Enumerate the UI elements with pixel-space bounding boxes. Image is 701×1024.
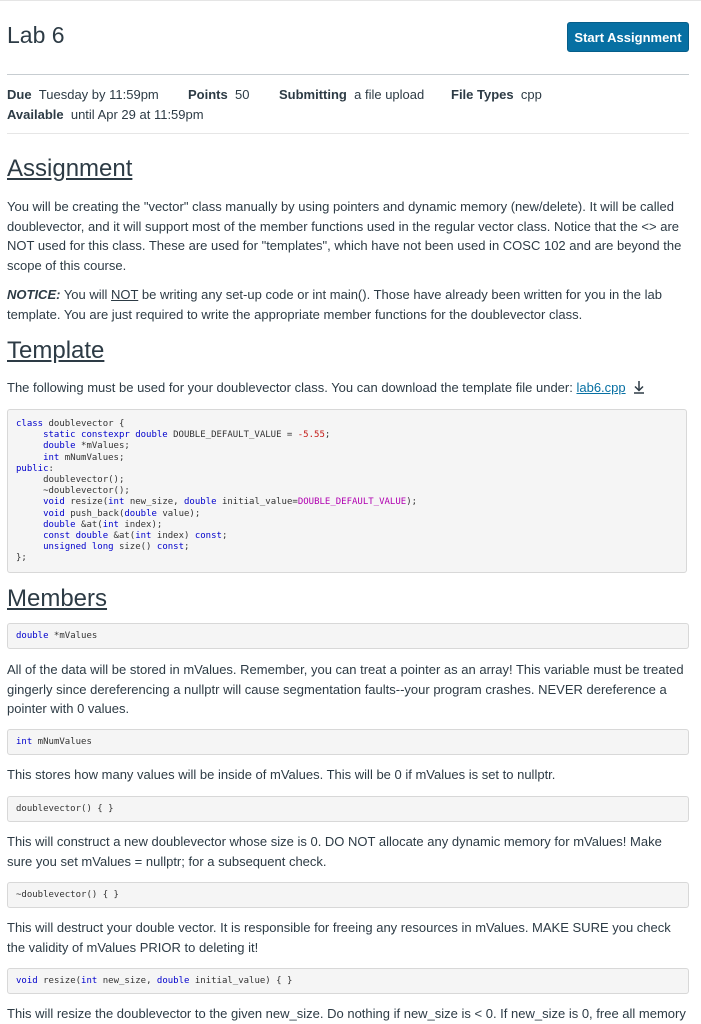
page-title: Lab 6 xyxy=(7,22,65,48)
available-value: until Apr 29 at 11:59pm xyxy=(70,107,204,122)
notice-text-a: You will xyxy=(60,287,112,302)
available-label: Available xyxy=(7,107,64,122)
template-intro-text: The following must be used for your doublevector class. You can download the template file under: xyxy=(7,380,577,395)
notice-label: NOTICE: xyxy=(7,287,61,302)
assignment-header xyxy=(7,0,689,75)
member-code-mnumvalues: int mNumValues xyxy=(7,729,689,755)
filetypes-detail xyxy=(451,87,542,102)
points-detail xyxy=(188,87,249,102)
member-desc-destructor: This will destruct your double vector. It is responsible for freeing any resources in mValues. MAKE SURE you check the validity of mValues PRIOR to deleting it! xyxy=(7,920,671,955)
notice-text-b: be writing any set-up code or int main(). Those have already been written for you in the lab template. You are just required to write the appropriate member functions for the doublevector class. xyxy=(7,287,662,322)
notice-paragraph xyxy=(7,285,687,324)
submitting-label: Submitting xyxy=(279,87,347,102)
submitting-value: a file upload xyxy=(354,87,425,102)
assignment-heading: Assignment xyxy=(7,155,133,182)
submitting-detail xyxy=(279,87,424,102)
class-template-code xyxy=(7,409,687,573)
points-value: 50 xyxy=(234,87,250,102)
due-detail xyxy=(7,87,159,102)
available-detail xyxy=(7,107,204,122)
template-file-link[interactable]: lab6.cpp xyxy=(576,380,626,395)
class-code-text: class doublevector { static constexpr double DOUBLE_DEFAULT_VALUE = -5.55; double *mValues; int mNumValues; public: doublevector(); ~doublevector(); void resize(int new_size, double initial_value=DOUBLE_DEFAULT_VALUE); void push_back(double value); double &at(int index); const double &at(int index) const; unsigned long size() const; }; xyxy=(16,419,418,564)
member-desc-mnumvalues: This stores how many values will be inside of mValues. This will be 0 if mValues is set to nullptr. xyxy=(7,767,556,782)
member-desc-resize: This will resize the doublevector to the given new_size. Do nothing if new_size is < 0. If new_size is 0, free all memory xyxy=(7,1006,686,1021)
member-code-resize: void resize(int new_size, double initial_value) { } xyxy=(7,968,689,994)
filetypes-value: cpp xyxy=(520,87,542,102)
member-code-mvalues: double *mValues xyxy=(7,623,689,649)
due-value: Tuesday by 11:59pm xyxy=(38,87,159,102)
template-intro xyxy=(7,378,687,398)
download-icon[interactable] xyxy=(632,380,646,394)
filetypes-label: File Types xyxy=(451,87,514,102)
assignment-description: You will be creating the "vector" class manually by using pointers and dynamic memory (new/delete). It will be called doublevector, and it will support most of the member functions used in the regular vector class. Notice that the <> are NOT used for this class. These are used for "templates", which have not been used in COSC 102 and are beyond the scope of this course. xyxy=(7,199,682,273)
start-assignment-button[interactable]: Start Assignment xyxy=(567,22,689,52)
member-desc-constructor: This will construct a new doublevector whose size is 0. DO NOT allocate any dynamic memory for mValues! Make sure you set mValues = nullptr; for a subsequent check. xyxy=(7,834,662,869)
due-label: Due xyxy=(7,87,32,102)
assignment-page xyxy=(7,0,689,1021)
member-code-constructor: doublevector() { } xyxy=(7,796,689,822)
member-desc-mvalues: All of the data will be stored in mValues. Remember, you can treat a pointer as an array! This variable must be treated gingerly since dereferencing a nullptr will cause segmentation faults--your program crashes. NEVER dereference a pointer with 0 values. xyxy=(7,662,684,716)
member-code-destructor: ~doublevector() { } xyxy=(7,882,689,908)
points-label: Points xyxy=(188,87,228,102)
members-heading: Members xyxy=(7,585,108,612)
template-heading: Template xyxy=(7,337,105,364)
assignment-details xyxy=(7,75,689,134)
notice-not: NOT xyxy=(111,287,139,302)
